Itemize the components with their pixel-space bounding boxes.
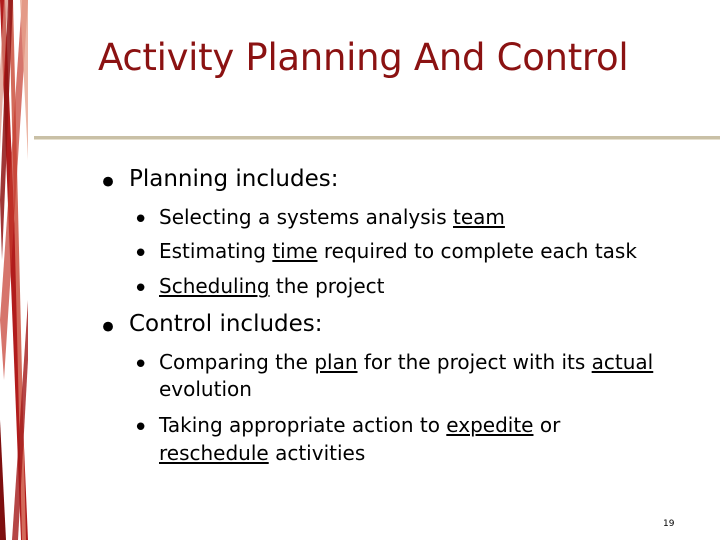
decorative-left-strip bbox=[0, 0, 28, 540]
bullet-icon: • bbox=[133, 274, 149, 304]
control-item-text: Taking appropriate action to bbox=[159, 413, 447, 437]
planning-item-text: required to complete each task bbox=[317, 239, 637, 263]
control-item-compare bbox=[159, 348, 653, 377]
planning-item-team bbox=[159, 203, 505, 232]
slide-title: Activity Planning And Control bbox=[98, 36, 629, 79]
bullet-icon: • bbox=[98, 308, 119, 348]
title-divider bbox=[34, 136, 720, 139]
bullet-icon: • bbox=[133, 413, 149, 443]
control-heading: Control includes: bbox=[129, 311, 323, 337]
control-item-text: or bbox=[533, 413, 561, 437]
control-term-reschedule: reschedule bbox=[159, 441, 269, 465]
control-item-action-line2 bbox=[159, 439, 365, 468]
control-item-action bbox=[159, 411, 560, 440]
control-term-expedite: expedite bbox=[446, 413, 534, 437]
bullet-icon: • bbox=[133, 239, 149, 269]
planning-term-scheduling: Scheduling bbox=[159, 274, 270, 298]
bullet-icon: • bbox=[133, 205, 149, 235]
control-item-compare-line2: evolution bbox=[159, 377, 252, 401]
bullet-icon: • bbox=[133, 350, 149, 380]
planning-item-scheduling bbox=[159, 272, 384, 301]
planning-term-team: team bbox=[453, 205, 505, 229]
control-term-plan: plan bbox=[314, 350, 358, 374]
planning-item-text: Estimating bbox=[159, 239, 273, 263]
control-term-actual: actual bbox=[591, 350, 654, 374]
bullet-icon: • bbox=[98, 163, 119, 203]
page-number: 19 bbox=[663, 519, 675, 529]
planning-heading: Planning includes: bbox=[129, 166, 339, 192]
control-item-text: Comparing the bbox=[159, 350, 315, 374]
planning-item-time bbox=[159, 237, 637, 266]
planning-term-time: time bbox=[272, 239, 318, 263]
control-item-text: activities bbox=[268, 441, 366, 465]
control-item-text: for the project with its bbox=[357, 350, 592, 374]
planning-item-text: the project bbox=[269, 274, 385, 298]
planning-item-text: Selecting a systems analysis bbox=[159, 205, 454, 229]
